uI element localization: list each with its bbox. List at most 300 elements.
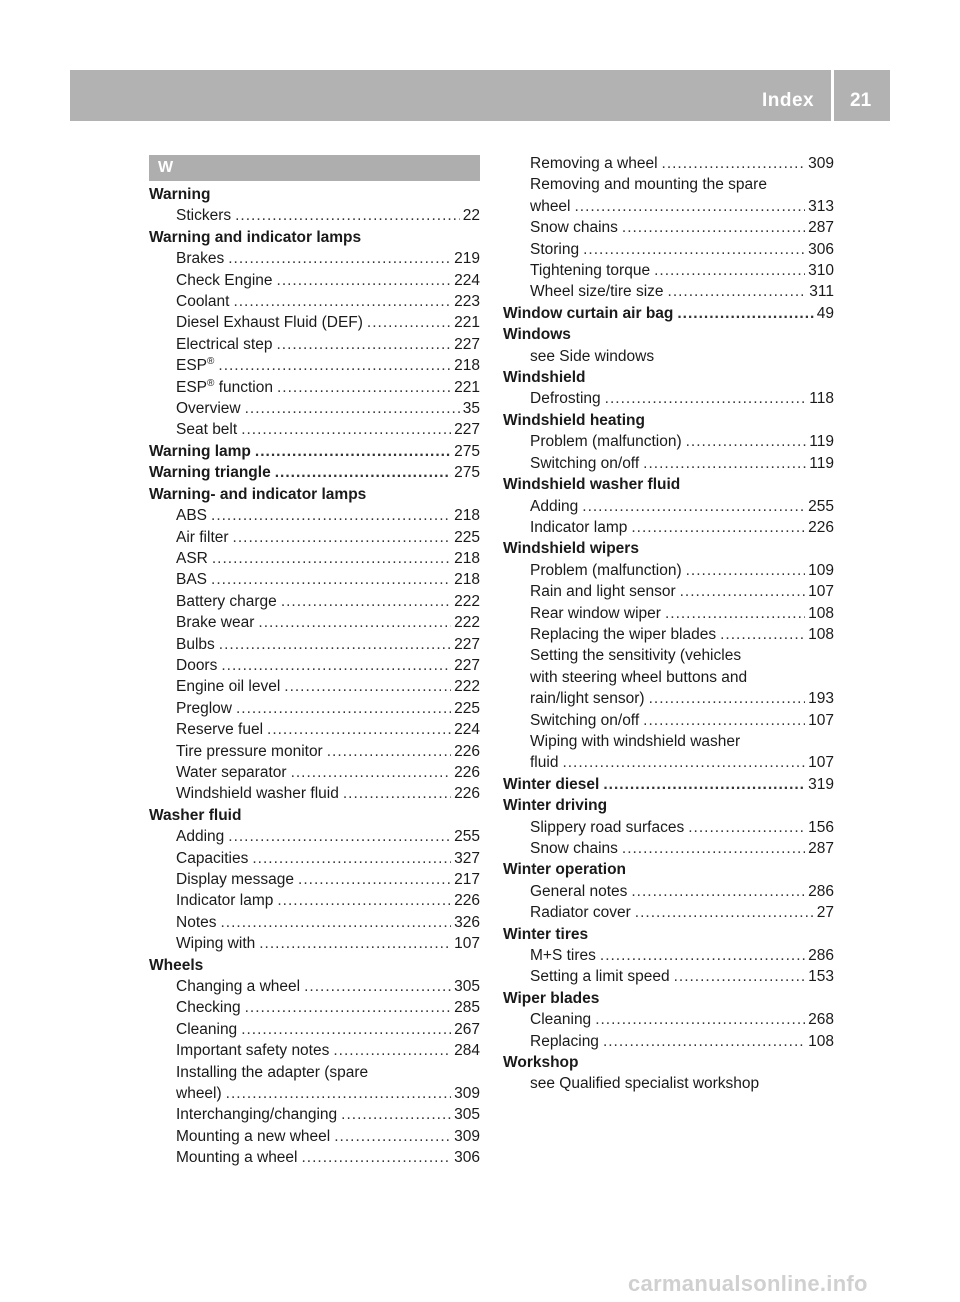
entry-label bbox=[530, 239, 579, 260]
entry-label bbox=[503, 988, 599, 1009]
entry-text: Notes bbox=[176, 913, 217, 931]
entry-page-number: 227 bbox=[454, 635, 480, 653]
entry-text: ESP bbox=[176, 378, 208, 396]
index-entry bbox=[149, 548, 480, 569]
dot-leader bbox=[686, 431, 807, 452]
entry-text: Electrical step bbox=[176, 335, 273, 353]
entry-text: Battery charge bbox=[176, 592, 277, 610]
entry-page-number: 107 bbox=[808, 583, 834, 601]
index-entry bbox=[149, 569, 480, 590]
entry-label bbox=[176, 783, 339, 804]
dot-leader bbox=[302, 1147, 452, 1168]
entry-text: Important safety notes bbox=[176, 1042, 330, 1060]
index-entry bbox=[503, 324, 834, 345]
index-entry bbox=[149, 912, 480, 933]
index-entry bbox=[503, 217, 834, 238]
entry-page-number: 222 bbox=[454, 592, 480, 610]
entry-label bbox=[176, 719, 263, 740]
entry-label bbox=[530, 196, 571, 217]
index-entry bbox=[149, 484, 480, 505]
entry-text: Engine oil level bbox=[176, 678, 281, 696]
entry-page-number: 108 bbox=[808, 625, 834, 643]
index-entry bbox=[149, 205, 480, 226]
entry-page-number: 107 bbox=[808, 754, 834, 772]
entry-page-number: 255 bbox=[454, 828, 480, 846]
entry-label bbox=[176, 377, 273, 398]
entry-page-number: 313 bbox=[808, 197, 834, 215]
index-entry bbox=[503, 346, 834, 367]
index-entry bbox=[149, 741, 480, 762]
dot-leader bbox=[343, 783, 451, 804]
index-entry bbox=[149, 848, 480, 869]
entry-label bbox=[530, 496, 578, 517]
entry-label bbox=[503, 367, 586, 388]
entry-page-number: 225 bbox=[454, 699, 480, 717]
entry-label bbox=[530, 838, 618, 859]
dot-leader bbox=[228, 248, 451, 269]
entry-page-number: 305 bbox=[454, 1106, 480, 1124]
entry-label bbox=[530, 153, 658, 174]
entry-page-number: 227 bbox=[454, 335, 480, 353]
entry-page-number: 222 bbox=[454, 614, 480, 632]
entry-page-number: 287 bbox=[808, 840, 834, 857]
dot-leader bbox=[674, 966, 806, 987]
index-entry bbox=[149, 248, 480, 269]
entry-text: Installing the adapter (spare bbox=[176, 1063, 369, 1081]
dot-leader bbox=[259, 933, 451, 954]
index-entry bbox=[149, 377, 480, 398]
dot-leader bbox=[218, 355, 451, 376]
index-entry bbox=[503, 281, 834, 302]
dot-leader bbox=[654, 260, 805, 281]
index-entry bbox=[503, 431, 834, 452]
index-entry bbox=[503, 688, 834, 709]
dot-leader bbox=[595, 1009, 805, 1030]
dot-leader bbox=[241, 1019, 451, 1040]
dot-leader bbox=[603, 774, 805, 795]
entry-text: Removing a wheel bbox=[530, 155, 658, 172]
entry-text: Workshop bbox=[503, 1054, 579, 1072]
index-entry bbox=[149, 1126, 480, 1147]
entry-page-number: 156 bbox=[808, 818, 834, 836]
entry-page-number: 305 bbox=[454, 978, 480, 996]
entry-text: see Qualified specialist workshop bbox=[530, 1075, 760, 1093]
entry-page-number: 309 bbox=[808, 155, 834, 172]
page-number: 21 bbox=[850, 90, 872, 111]
index-entry bbox=[503, 1073, 834, 1094]
entry-text: Indicator lamp bbox=[176, 892, 274, 910]
entry-page-number: 286 bbox=[808, 947, 834, 965]
entry-label bbox=[176, 1062, 368, 1083]
entry-label bbox=[530, 174, 767, 195]
entry-label bbox=[530, 581, 676, 602]
entry-label bbox=[530, 346, 654, 367]
entry-label bbox=[530, 645, 741, 666]
entry-text: BAS bbox=[176, 571, 208, 589]
entry-label bbox=[530, 688, 645, 709]
entry-text: see Side windows bbox=[530, 347, 655, 365]
entry-page-number: 226 bbox=[808, 518, 834, 536]
entry-label bbox=[176, 676, 280, 697]
entry-page-number: 221 bbox=[454, 378, 480, 396]
index-entry bbox=[503, 859, 834, 880]
entry-label bbox=[530, 453, 639, 474]
entry-label bbox=[176, 569, 207, 590]
index-entry bbox=[149, 826, 480, 847]
entry-label bbox=[149, 484, 366, 505]
entry-page-number: 218 bbox=[454, 357, 480, 375]
dot-leader bbox=[631, 881, 805, 902]
entry-label bbox=[176, 1040, 329, 1061]
dot-leader bbox=[635, 902, 814, 923]
dot-leader bbox=[686, 560, 806, 581]
entry-page-number: 275 bbox=[454, 442, 480, 460]
entry-page-number: 217 bbox=[454, 871, 480, 888]
entry-text: Windshield washer fluid bbox=[176, 785, 339, 803]
entry-text: Windshield wipers bbox=[503, 540, 639, 558]
index-entry bbox=[149, 783, 480, 804]
entry-label bbox=[176, 698, 232, 719]
entry-label bbox=[176, 762, 287, 783]
entry-label bbox=[176, 334, 272, 355]
entry-page-number: 224 bbox=[454, 271, 480, 289]
index-entry bbox=[503, 153, 834, 174]
index-entry bbox=[503, 517, 834, 538]
entry-text: Winter diesel bbox=[503, 775, 600, 793]
dot-leader bbox=[327, 741, 451, 762]
entry-page-number: 285 bbox=[454, 999, 480, 1017]
entry-page-number: 327 bbox=[454, 849, 480, 867]
watermark: carmanualsonline.info bbox=[628, 1271, 868, 1296]
entry-label bbox=[530, 1009, 591, 1030]
entry-label bbox=[530, 388, 601, 409]
dot-leader bbox=[643, 710, 805, 731]
dot-leader bbox=[622, 217, 805, 238]
index-entry bbox=[503, 667, 834, 688]
entry-page-number: 306 bbox=[454, 1149, 480, 1167]
entry-page-number: 227 bbox=[454, 656, 480, 674]
index-entry bbox=[149, 676, 480, 697]
entry-label bbox=[176, 655, 217, 676]
entry-page-number: 119 bbox=[809, 454, 834, 472]
index-column-right bbox=[503, 153, 834, 1095]
entry-text: Removing and mounting the spare bbox=[530, 176, 767, 194]
entry-label bbox=[530, 517, 627, 538]
dot-leader bbox=[226, 1083, 451, 1104]
entry-page-number: 286 bbox=[808, 882, 834, 900]
entry-label bbox=[176, 912, 217, 933]
dot-leader bbox=[221, 655, 451, 676]
entry-text: Water separator bbox=[176, 763, 287, 781]
index-entry bbox=[503, 260, 834, 281]
entry-page-number: 268 bbox=[808, 1011, 834, 1029]
entry-text: Diesel Exhaust Fluid (DEF) bbox=[176, 314, 363, 332]
entry-text: Winter operation bbox=[503, 861, 627, 879]
entry-page-number: 108 bbox=[808, 1032, 834, 1050]
index-entry bbox=[503, 239, 834, 260]
entry-text: Mounting a new wheel bbox=[176, 1127, 331, 1145]
letter-heading: W bbox=[149, 155, 480, 181]
entry-text: Checking bbox=[176, 999, 241, 1017]
entry-text: Tightening torque bbox=[530, 262, 651, 280]
entry-text: Warning lamp bbox=[149, 442, 251, 460]
index-entry bbox=[149, 312, 480, 333]
index-entry bbox=[503, 196, 834, 217]
index-entry bbox=[149, 419, 480, 440]
entry-page-number: 107 bbox=[454, 935, 480, 953]
dot-leader bbox=[600, 945, 805, 966]
index-entry bbox=[503, 496, 834, 517]
entry-page-number: 226 bbox=[454, 892, 480, 910]
entry-page-number: 218 bbox=[454, 549, 480, 567]
entry-text: Wiping with windshield washer bbox=[530, 732, 741, 750]
index-entry bbox=[149, 805, 480, 826]
entry-label bbox=[176, 890, 273, 911]
dot-leader bbox=[631, 517, 805, 538]
dot-leader bbox=[276, 334, 451, 355]
entry-text: Window curtain air bag bbox=[503, 304, 674, 322]
index-entry bbox=[149, 698, 480, 719]
index-entry bbox=[503, 752, 834, 773]
index-entry bbox=[149, 1147, 480, 1168]
entry-text: Snow chains bbox=[530, 219, 618, 237]
entry-page-number: 49 bbox=[816, 304, 834, 322]
entry-page-number: 267 bbox=[454, 1020, 480, 1038]
entry-page-number: 27 bbox=[816, 904, 834, 922]
entry-text: Wiping with bbox=[176, 935, 256, 953]
entry-page-number: 306 bbox=[808, 240, 834, 258]
dot-leader bbox=[221, 912, 452, 933]
entry-text: Switching on/off bbox=[530, 454, 640, 472]
index-entry bbox=[503, 795, 834, 816]
dot-leader bbox=[228, 826, 451, 847]
entry-text: Problem (malfunction) bbox=[530, 433, 682, 451]
index-entries-left bbox=[149, 184, 480, 1169]
index-entry bbox=[149, 869, 480, 890]
index-entry bbox=[503, 966, 834, 987]
dot-leader bbox=[688, 817, 805, 838]
index-entry bbox=[503, 410, 834, 431]
dot-leader bbox=[219, 634, 451, 655]
entry-text: Capacities bbox=[176, 849, 249, 867]
index-entry bbox=[149, 227, 480, 248]
index-entry bbox=[149, 270, 480, 291]
entry-label bbox=[176, 1104, 337, 1125]
entry-label bbox=[530, 966, 670, 987]
entry-label bbox=[503, 324, 571, 345]
entry-text: Replacing the wiper blades bbox=[530, 625, 717, 643]
entry-text: Cleaning bbox=[176, 1020, 238, 1038]
entry-text: with steering wheel buttons and bbox=[530, 668, 748, 686]
entry-text: Windshield bbox=[503, 369, 586, 387]
entry-page-number: 219 bbox=[454, 250, 480, 268]
dot-leader bbox=[341, 1104, 451, 1125]
dot-leader bbox=[258, 612, 451, 633]
dot-leader bbox=[605, 388, 807, 409]
dot-leader bbox=[665, 603, 805, 624]
index-entry bbox=[503, 731, 834, 752]
entry-label bbox=[176, 355, 214, 376]
entry-text: Switching on/off bbox=[530, 711, 640, 729]
entry-text: Setting a limit speed bbox=[530, 968, 670, 986]
entry-page-number: 223 bbox=[454, 293, 480, 311]
entry-page-number: 193 bbox=[808, 690, 834, 708]
entry-page-number: 153 bbox=[808, 968, 834, 986]
entry-label bbox=[530, 1073, 759, 1094]
header-divider bbox=[831, 70, 834, 121]
index-entry bbox=[149, 355, 480, 376]
index-entry bbox=[503, 174, 834, 195]
entry-label bbox=[530, 817, 684, 838]
entry-page-number: 226 bbox=[454, 785, 480, 803]
dot-leader bbox=[677, 303, 813, 324]
entry-page-number: 326 bbox=[454, 913, 480, 931]
entry-label bbox=[176, 997, 241, 1018]
index-entry bbox=[503, 453, 834, 474]
entry-text: ASR bbox=[176, 549, 208, 567]
entry-text: Defrosting bbox=[530, 390, 601, 408]
entry-text: wheel) bbox=[176, 1085, 222, 1103]
entry-label bbox=[176, 612, 254, 633]
entry-label bbox=[176, 291, 229, 312]
entry-label bbox=[149, 441, 251, 462]
dot-leader bbox=[245, 398, 460, 419]
entry-text: Indicator lamp bbox=[530, 518, 628, 536]
entry-page-number: 218 bbox=[454, 571, 480, 589]
entry-text: Bulbs bbox=[176, 635, 215, 653]
entry-text: Changing a wheel bbox=[176, 978, 301, 996]
entry-page-number: 284 bbox=[454, 1042, 480, 1060]
dot-leader bbox=[298, 869, 451, 890]
dot-leader bbox=[603, 1031, 805, 1052]
registered-mark: ® bbox=[207, 377, 215, 389]
dot-leader bbox=[211, 505, 451, 526]
dot-leader bbox=[277, 890, 451, 911]
entry-label bbox=[503, 795, 607, 816]
entry-page-number: 226 bbox=[454, 742, 480, 760]
index-entry bbox=[503, 603, 834, 624]
entry-label bbox=[176, 1126, 330, 1147]
entry-text: rain/light sensor) bbox=[530, 690, 645, 708]
entry-text: Replacing bbox=[530, 1032, 599, 1050]
entry-label bbox=[176, 1147, 298, 1168]
entry-label bbox=[530, 667, 747, 688]
entry-text: Overview bbox=[176, 400, 241, 418]
entry-label bbox=[530, 603, 661, 624]
entry-text: Winter driving bbox=[503, 797, 608, 815]
entry-label bbox=[176, 248, 224, 269]
entry-text: Brake wear bbox=[176, 614, 255, 632]
dot-leader bbox=[720, 624, 805, 645]
index-entry bbox=[149, 890, 480, 911]
entry-label bbox=[503, 538, 639, 559]
dot-leader bbox=[575, 196, 806, 217]
entry-text: Display message bbox=[176, 871, 295, 888]
index-entry bbox=[149, 1062, 480, 1083]
entry-label bbox=[176, 398, 241, 419]
index-entry bbox=[149, 591, 480, 612]
entry-label bbox=[530, 710, 639, 731]
index-entry bbox=[149, 291, 480, 312]
dot-leader bbox=[281, 591, 451, 612]
entry-label bbox=[503, 474, 680, 495]
entry-page-number: 35 bbox=[462, 400, 480, 418]
entry-label bbox=[530, 217, 618, 238]
index-entry bbox=[503, 945, 834, 966]
entry-text: Washer fluid bbox=[149, 806, 242, 824]
entry-page-number: 310 bbox=[808, 262, 834, 280]
dot-leader bbox=[562, 752, 805, 773]
index-entry bbox=[503, 817, 834, 838]
entry-label bbox=[503, 303, 673, 324]
index-entry bbox=[149, 1040, 480, 1061]
entry-label bbox=[149, 462, 271, 483]
entry-text: Setting the sensitivity (vehicles bbox=[530, 647, 742, 665]
entry-label bbox=[530, 902, 631, 923]
entry-text: Wheels bbox=[149, 956, 204, 974]
entry-page-number: 218 bbox=[454, 507, 480, 525]
entry-text: Wiper blades bbox=[503, 989, 600, 1007]
entry-page-number: 311 bbox=[809, 283, 834, 301]
entry-label bbox=[176, 1083, 222, 1104]
entry-page-number: 22 bbox=[462, 207, 480, 225]
entry-label bbox=[176, 848, 248, 869]
entry-label bbox=[176, 505, 207, 526]
entry-label bbox=[176, 634, 215, 655]
entry-label bbox=[149, 227, 361, 248]
index-entry bbox=[149, 1083, 480, 1104]
dot-leader bbox=[252, 848, 451, 869]
entry-label bbox=[530, 560, 682, 581]
entry-text: Warning and indicator lamps bbox=[149, 228, 362, 246]
dot-leader bbox=[583, 239, 805, 260]
dot-leader bbox=[284, 676, 451, 697]
entry-label bbox=[149, 955, 203, 976]
entry-text-suffix: function bbox=[214, 378, 273, 396]
entry-label bbox=[149, 805, 241, 826]
entry-text: Brakes bbox=[176, 250, 225, 268]
dot-leader bbox=[245, 997, 452, 1018]
entry-page-number: 226 bbox=[454, 763, 480, 781]
dot-leader bbox=[662, 153, 806, 174]
index-entry bbox=[503, 645, 834, 666]
entry-text: ESP bbox=[176, 357, 208, 375]
entry-text: Winter tires bbox=[503, 925, 589, 943]
entry-page-number: 224 bbox=[454, 721, 480, 739]
index-entry bbox=[149, 612, 480, 633]
dot-leader bbox=[233, 527, 452, 548]
dot-leader bbox=[367, 312, 451, 333]
dot-leader bbox=[255, 441, 451, 462]
entry-text: Storing bbox=[530, 240, 580, 258]
entry-text: Wheel size/tire size bbox=[530, 283, 664, 301]
index-entry bbox=[149, 762, 480, 783]
entry-text: Windshield washer fluid bbox=[503, 476, 681, 494]
index-entry bbox=[503, 881, 834, 902]
entry-page-number: 255 bbox=[808, 497, 834, 515]
entry-text: Adding bbox=[530, 497, 579, 515]
entry-label bbox=[176, 591, 277, 612]
entry-text: Mounting a wheel bbox=[176, 1149, 298, 1167]
entry-text: Problem (malfunction) bbox=[530, 561, 682, 579]
entry-text: Coolant bbox=[176, 293, 230, 311]
entry-page-number: 275 bbox=[454, 464, 480, 482]
entry-text: Cleaning bbox=[530, 1011, 592, 1029]
dot-leader bbox=[277, 270, 452, 291]
index-entry bbox=[503, 988, 834, 1009]
entry-label bbox=[176, 312, 363, 333]
entry-page-number: 222 bbox=[454, 678, 480, 696]
